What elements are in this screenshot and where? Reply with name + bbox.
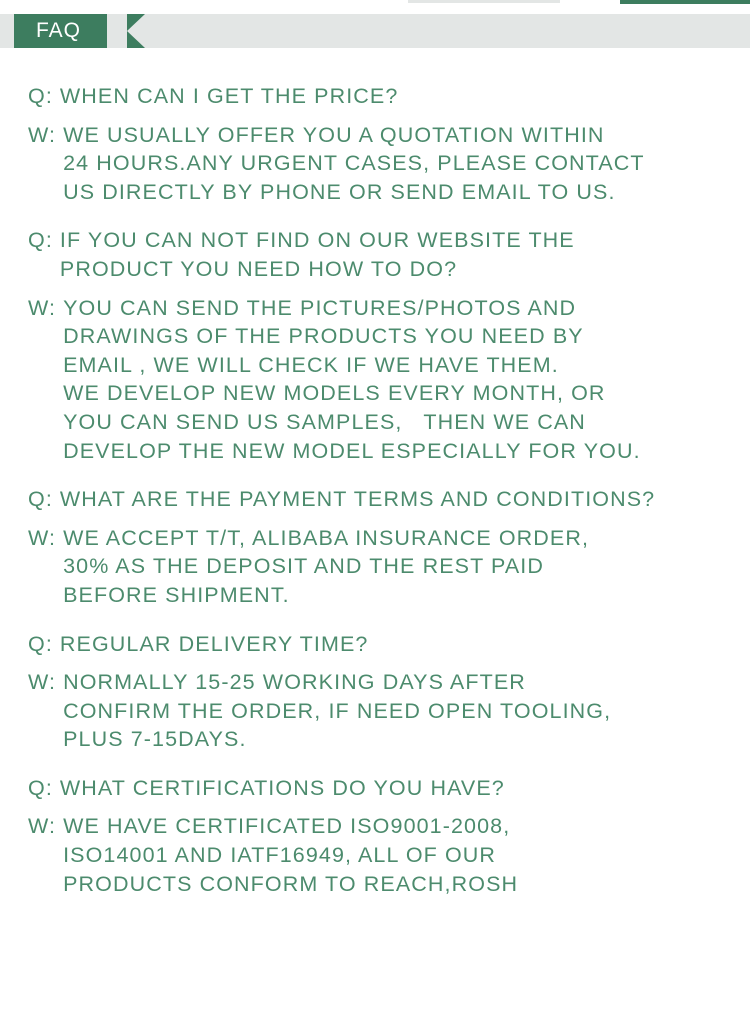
answer-line: WE USUALLY OFFER YOU A QUOTATION WITHIN — [63, 122, 605, 147]
faq-question — [28, 485, 730, 514]
header-accent-green — [620, 0, 750, 4]
faq-answer — [28, 524, 730, 610]
question-line: WHEN CAN I GET THE PRICE? — [59, 84, 399, 108]
answer-text — [63, 121, 730, 207]
question-line: WHAT CERTIFICATIONS DO YOU HAVE? — [59, 775, 505, 800]
answer-line: YOU CAN SEND THE PICTURES/PHOTOS AND — [63, 295, 577, 320]
header-strip — [0, 14, 750, 48]
answer-line: EMAIL , WE WILL CHECK IF WE HAVE THEM. — [63, 352, 559, 377]
answer-tag: W: — [28, 295, 57, 320]
faq-question — [28, 774, 730, 803]
question-text — [60, 630, 730, 659]
answer-text — [63, 668, 730, 754]
answer-line: NORMALLY 15-25 WORKING DAYS AFTER — [63, 670, 526, 695]
answer-line: BEFORE SHIPMENT. — [63, 582, 290, 607]
answer-text — [63, 524, 730, 610]
answer-line: CONFIRM THE ORDER, IF NEED OPEN TOOLING, — [63, 698, 612, 723]
faq-question — [28, 630, 730, 659]
faq-item — [28, 82, 730, 206]
faq-item — [28, 485, 730, 609]
faq-answer — [28, 121, 730, 207]
faq-header — [0, 0, 750, 60]
faq-tab — [14, 14, 107, 48]
answer-line: 30% AS THE DEPOSIT AND THE REST PAID — [63, 554, 544, 579]
answer-text — [63, 294, 730, 466]
faq-question — [28, 226, 730, 283]
faq-content — [0, 60, 750, 898]
faq-item — [28, 630, 730, 754]
question-line: WHAT ARE THE PAYMENT TERMS AND CONDITIONS? — [59, 487, 656, 512]
faq-tab-arrow — [127, 14, 145, 48]
answer-line: 24 HOURS.ANY URGENT CASES, PLEASE CONTACT — [63, 151, 645, 176]
answer-line: ISO14001 AND IATF16949, ALL OF OUR — [63, 843, 497, 868]
answer-line: YOU CAN SEND US SAMPLES, THEN WE CAN — [63, 409, 586, 434]
answer-line: PLUS 7-15DAYS. — [63, 727, 247, 752]
question-tag: Q: — [28, 228, 53, 253]
faq-item — [28, 774, 730, 898]
question-tag: Q: — [28, 487, 53, 512]
answer-tag: W: — [28, 525, 57, 550]
answer-tag: W: — [28, 814, 57, 839]
question-text — [60, 226, 730, 283]
faq-answer — [28, 294, 730, 466]
faq-answer — [28, 668, 730, 754]
faq-answer — [28, 812, 730, 898]
question-text — [60, 485, 730, 514]
question-text — [60, 82, 730, 111]
question-tag: Q: — [28, 631, 53, 656]
header-accent-gray — [408, 0, 560, 3]
answer-line: WE HAVE CERTIFICATED ISO9001-2008, — [63, 814, 511, 839]
answer-line: DRAWINGS OF THE PRODUCTS YOU NEED BY — [63, 324, 584, 349]
question-line: PRODUCT YOU NEED HOW TO DO? — [59, 256, 458, 281]
answer-tag: W: — [28, 670, 57, 695]
question-text — [60, 774, 730, 803]
answer-tag: W: — [28, 122, 57, 147]
question-line: REGULAR DELIVERY TIME? — [59, 631, 369, 656]
answer-line: WE ACCEPT T/T, ALIBABA INSURANCE ORDER, — [63, 525, 590, 550]
question-tag: Q: — [28, 775, 53, 800]
answer-line: WE DEVELOP NEW MODELS EVERY MONTH, OR — [63, 381, 606, 406]
faq-question — [28, 82, 730, 111]
answer-line: US DIRECTLY BY PHONE OR SEND EMAIL TO US. — [63, 179, 616, 204]
faq-tab-label: FAQ — [36, 19, 82, 42]
question-tag: Q: — [28, 84, 53, 108]
answer-line: DEVELOP THE NEW MODEL ESPECIALLY FOR YOU. — [63, 438, 641, 463]
answer-text — [63, 812, 730, 898]
question-line: IF YOU CAN NOT FIND ON OUR WEBSITE THE — [59, 228, 575, 253]
faq-item — [28, 226, 730, 465]
answer-line: PRODUCTS CONFORM TO REACH,ROSH — [63, 871, 519, 896]
